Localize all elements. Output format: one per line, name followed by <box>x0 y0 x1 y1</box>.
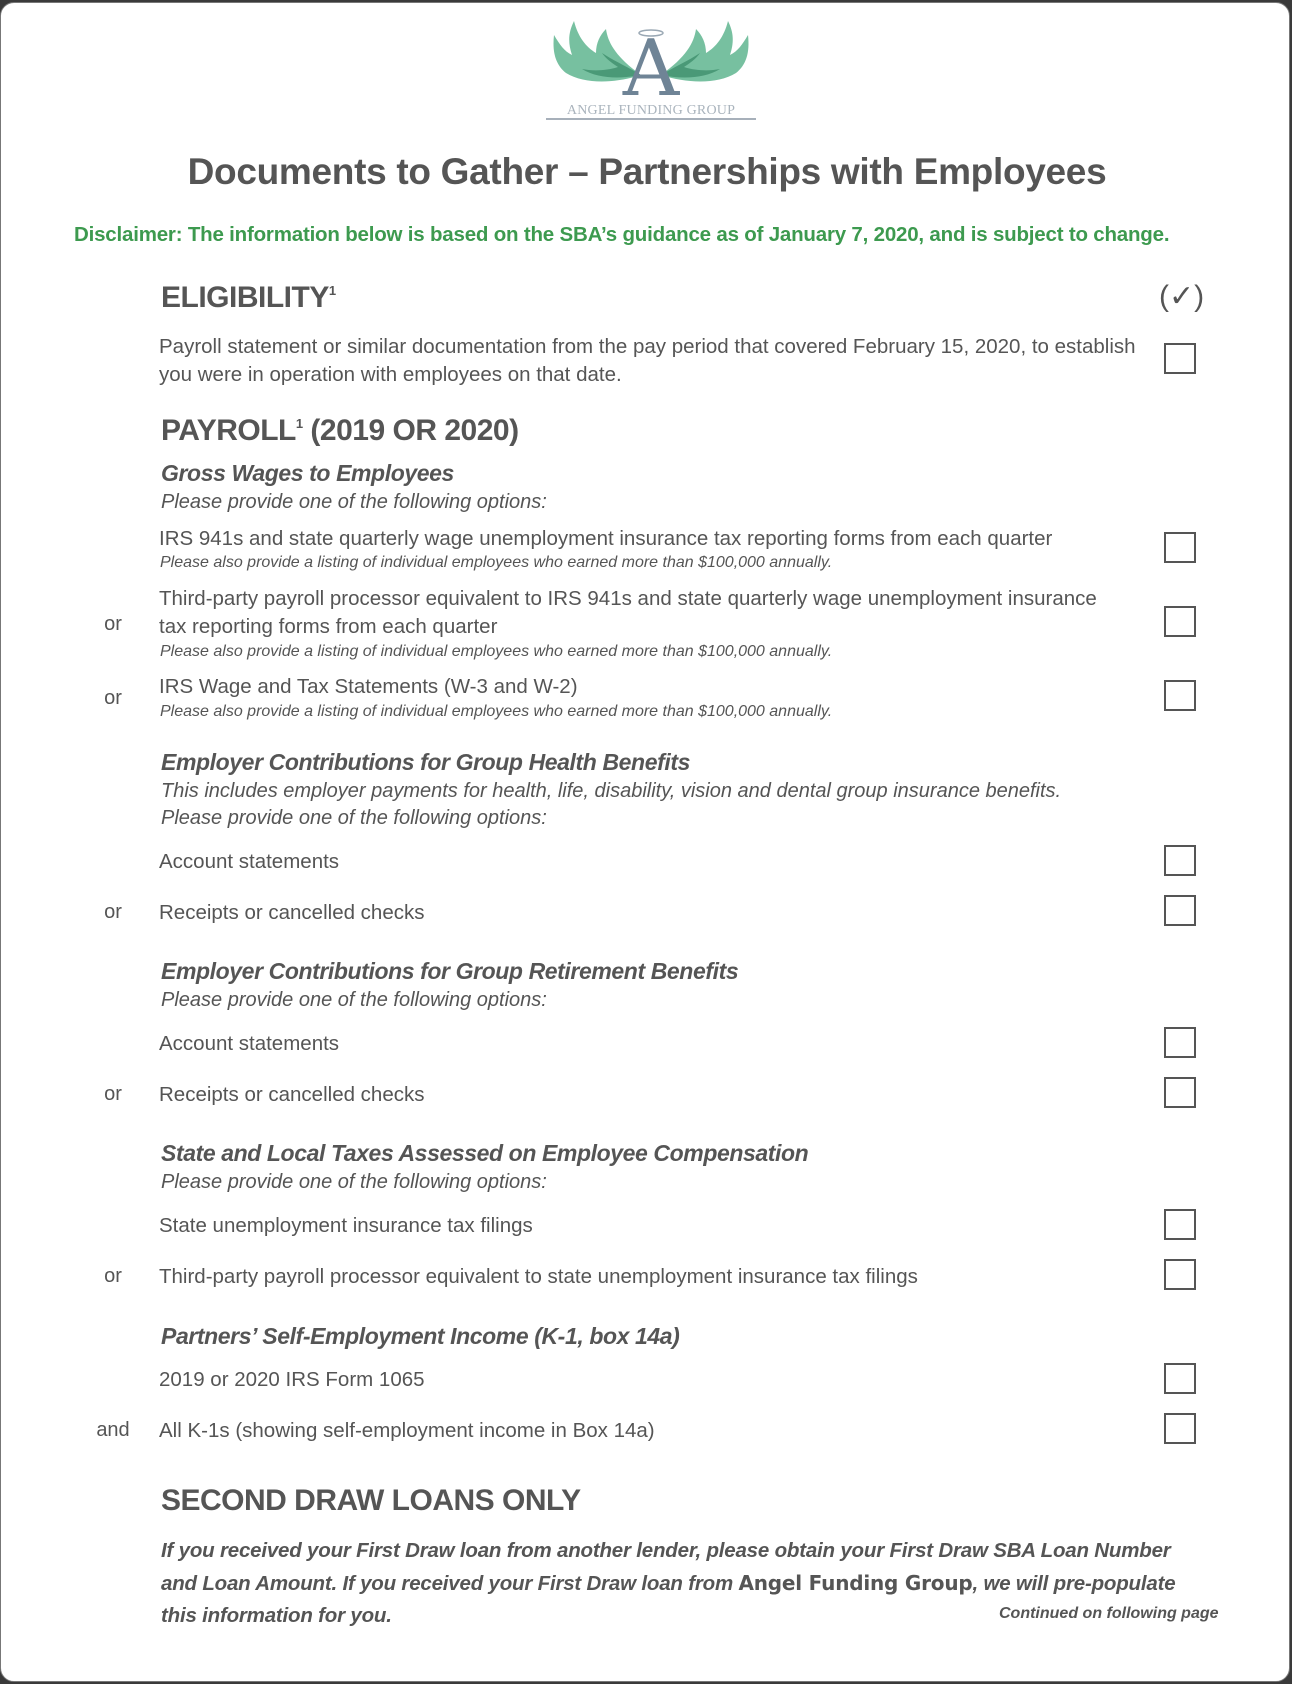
section-title: Employer Contributions for Group Health Benefits <box>161 749 690 775</box>
checkbox[interactable] <box>1164 532 1196 563</box>
logo-letter: A <box>622 24 680 114</box>
section-note: Please provide one of the following options: <box>161 807 547 829</box>
page-title: Documents to Gather – Partnerships with Employees <box>187 151 1107 192</box>
logo-text: ANGEL FUNDING GROUP <box>566 103 736 118</box>
check-column-header: (✓) <box>1159 280 1205 313</box>
brand-name: Angel Funding Group <box>738 1571 973 1595</box>
checkbox[interactable] <box>1164 343 1196 374</box>
list-item: Receipts or cancelled checks <box>159 901 425 924</box>
section-note: Please provide one of the following options: <box>161 1171 547 1193</box>
checkbox[interactable] <box>1164 1413 1196 1444</box>
second-draw-heading: SECOND DRAW LOANS ONLY <box>161 1484 581 1517</box>
checkbox[interactable] <box>1164 1027 1196 1058</box>
angel-funding-group-logo <box>546 13 756 125</box>
item-note: Please also provide a listing of individual employees who earned more than $100,000 annually. <box>160 554 833 571</box>
list-item: IRS 941s and state quarterly wage unemployment insurance tax reporting forms from each quarter <box>159 527 1053 550</box>
payroll-heading: PAYROLL$^1$ (2019 OR 2020) <box>161 414 519 447</box>
list-item: IRS Wage and Tax Statements (W-3 and W-2) <box>159 675 578 698</box>
section-note: Please provide one of the following options: <box>161 491 547 513</box>
checkbox[interactable] <box>1164 1077 1196 1108</box>
section-title: Gross Wages to Employees <box>161 460 454 486</box>
conjunction: or <box>104 1265 122 1287</box>
eligibility-heading: ELIGIBILITY$^1$ <box>161 281 336 314</box>
list-item: State unemployment insurance tax filings <box>159 1214 533 1237</box>
continued-note: Continued on following page <box>999 1605 1219 1622</box>
conjunction: or <box>104 687 122 709</box>
section-note: This includes employer payments for health, life, disability, vision and dental group insurance benefits. <box>161 780 1062 802</box>
item-note: Please also provide a listing of individual employees who earned more than $100,000 annually. <box>160 643 833 660</box>
checkbox[interactable] <box>1164 895 1196 926</box>
second-draw-text: If you received your First Draw loan from another lender, please obtain your First Draw SBA Loan Number and Loan Amount. If you received your First Draw loan from Angel Funding Group, we will pre-populate this information for you. <box>161 1539 1176 1627</box>
conjunction: or <box>104 613 122 635</box>
disclaimer: Disclaimer: The information below is based on the SBA’s guidance as of January 7, 2020, and is subject to change. <box>74 223 1170 246</box>
conjunction: or <box>104 1083 122 1105</box>
checkbox[interactable] <box>1164 1363 1196 1394</box>
checkbox[interactable] <box>1164 1259 1196 1290</box>
section-title: Employer Contributions for Group Retirement Benefits <box>161 958 739 984</box>
section-note: Please provide one of the following options: <box>161 989 547 1011</box>
section-title: Partners’ Self-Employment Income (K-1, box 14a) <box>161 1323 680 1349</box>
conjunction: or <box>104 901 122 923</box>
checkbox[interactable] <box>1164 680 1196 711</box>
document-page <box>0 2 1290 1682</box>
list-item: 2019 or 2020 IRS Form 1065 <box>159 1368 425 1391</box>
list-item: Third-party payroll processor equivalent to state unemployment insurance tax filings <box>159 1265 918 1288</box>
conjunction: and <box>96 1419 130 1441</box>
checkbox[interactable] <box>1164 606 1196 637</box>
list-item: Account statements <box>159 850 340 873</box>
list-item: Third-party payroll processor equivalent to IRS 941s and state quarterly wage unemployment insurance tax reporting forms from each quarter <box>159 587 1097 638</box>
eligibility-item: Payroll statement or similar documentation from the pay period that covered February 15, 2020, to establish you were in operation with employees on that date. <box>159 335 1136 386</box>
item-note: Please also provide a listing of individual employees who earned more than $100,000 annually. <box>160 703 833 720</box>
section-title: State and Local Taxes Assessed on Employee Compensation <box>161 1140 809 1166</box>
list-item: Receipts or cancelled checks <box>159 1083 425 1106</box>
list-item: All K-1s (showing self-employment income in Box 14a) <box>159 1419 655 1442</box>
checkbox[interactable] <box>1164 1209 1196 1240</box>
checkbox[interactable] <box>1164 845 1196 876</box>
list-item: Account statements <box>159 1032 340 1055</box>
